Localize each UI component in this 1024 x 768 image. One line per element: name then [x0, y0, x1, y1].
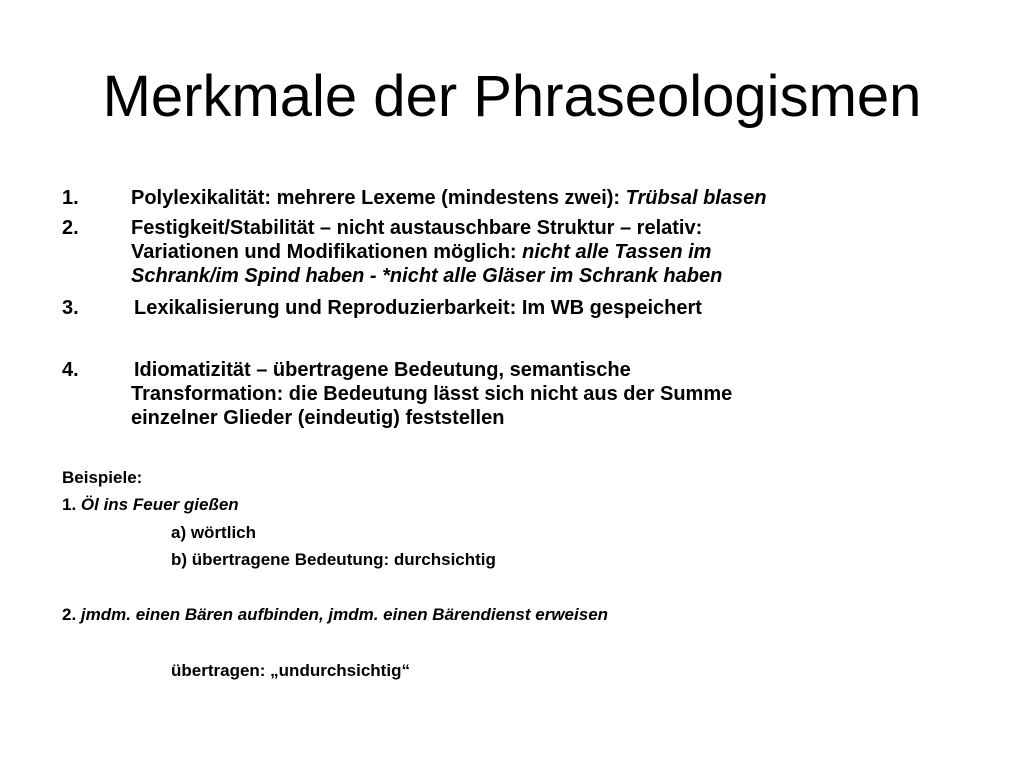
- examples-heading: Beispiele:: [62, 468, 143, 487]
- example-phrase: Öl ins Feuer gießen: [80, 495, 239, 514]
- example-1-figurative: b) übertragene Bedeutung: durchsichtig: [171, 550, 496, 569]
- list-item-number: 3.: [62, 297, 79, 319]
- list-item-line: Lexikalisierung und Reproduzierbarkeit: Im WB gespeichert: [134, 297, 702, 319]
- list-item-number: 1.: [62, 187, 79, 209]
- list-item-line: einzelner Glieder (eindeutig) feststellen: [131, 407, 505, 429]
- example-2: [62, 604, 608, 626]
- example-1: [62, 494, 239, 516]
- list-item-line: Festigkeit/Stabilität – nicht austauschbare Struktur – relativ:: [131, 217, 703, 239]
- list-item-number: 2.: [62, 217, 79, 239]
- example-phrase: jmdm. einen Bären aufbinden, jmdm. einen Bärendienst erweisen: [80, 605, 609, 624]
- example-phrase: Schrank/im Spind haben - *nicht alle Gläser im Schrank haben: [131, 265, 723, 287]
- list-item-line: Polylexikalität: mehrere Lexeme (mindestens zwei):: [131, 187, 626, 209]
- example-1-literal: a) wörtlich: [171, 523, 257, 542]
- list-item-text: [131, 216, 981, 288]
- example-2-note: übertragen: „undurchsichtig“: [171, 661, 410, 680]
- example-number: 1.: [62, 495, 81, 514]
- example-number: 2.: [62, 605, 81, 624]
- list-item-number: 4.: [62, 359, 79, 381]
- slide-title: Merkmale der Phraseologismen: [102, 64, 922, 129]
- list-item-text: [131, 358, 981, 430]
- list-item-text: [131, 186, 981, 210]
- list-item-text: [134, 296, 984, 320]
- example-phrase: nicht alle Tassen im: [522, 241, 712, 263]
- list-item-line: Idiomatizität – übertragene Bedeutung, semantische: [134, 359, 631, 381]
- list-item-line: Variationen und Modifikationen möglich:: [131, 241, 523, 263]
- list-item-line: Transformation: die Bedeutung lässt sich nicht aus der Summe: [131, 383, 733, 405]
- example-phrase: Trübsal blasen: [625, 187, 767, 209]
